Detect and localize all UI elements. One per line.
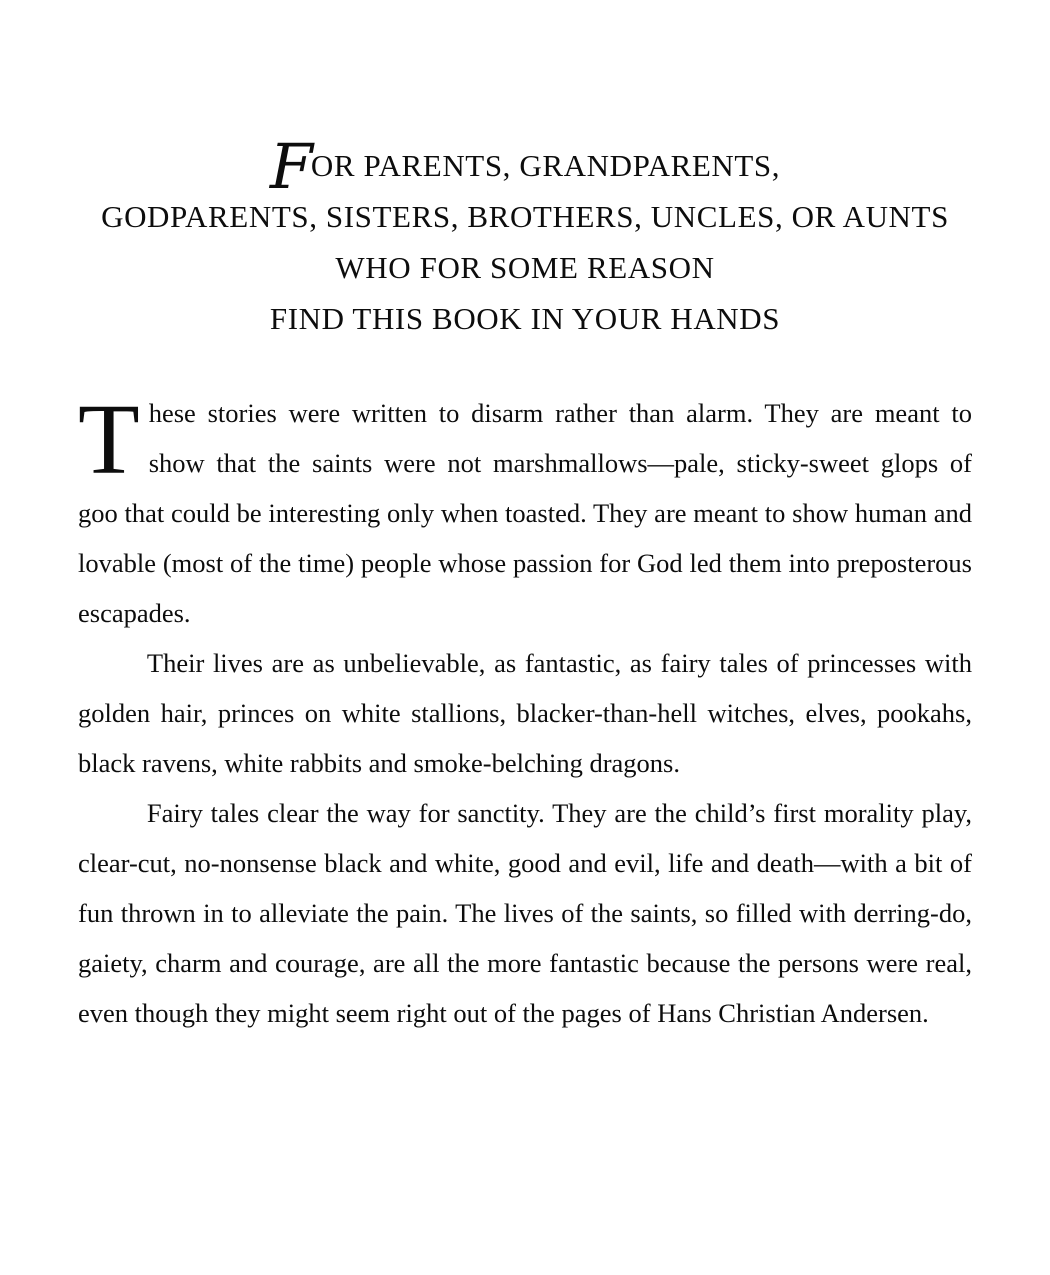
dedication-swash-initial: F (269, 130, 311, 203)
body-text (0, 383, 1050, 1038)
drop-cap: T (78, 383, 140, 495)
paragraph-3: Fairy tales clear the way for sanctity. They are the child’s first morality play, clear-cut, no-nonsense black and white, good and evil, life and death—with a bit of fun thrown in to alleviate the pain. The lives of the saints, so filled with derring-do, gaiety, charm and courage, are all the more fantastic because the persons were real, even though they might seem right out of the pages of Hans Christian Andersen. (78, 798, 972, 1028)
paragraph-2: Their lives are as unbelievable, as fantastic, as fairy tales of princesses with golden hair, princes on white stallions, blacker-than-hell witches, elves, pookahs, black ravens, white rabbits and smoke-belching dragons. (78, 648, 972, 778)
paragraph-1 (78, 383, 972, 638)
dedication-line-1 (75, 130, 975, 203)
dedication-line-4: FIND THIS BOOK IN YOUR HANDS (269, 301, 781, 336)
dedication-block (0, 0, 1050, 344)
dedication-line-3: WHO FOR SOME REASON (335, 250, 715, 285)
dedication-line-2: GODPARENTS, SISTERS, BROTHERS, UNCLES, OR AUNTS (101, 199, 949, 234)
dedication-line-1-text: OR PARENTS, GRANDPARENTS, (310, 148, 781, 183)
paragraph-1-text: hese stories were written to disarm rather than alarm. They are meant to show that the saints were not marshmallows—pale, sticky-sweet glops of goo that could be interesting only when toasted. They are meant to show human and lovable (most of the time) people whose passion for God led them into preposterous escapades. (78, 398, 972, 628)
